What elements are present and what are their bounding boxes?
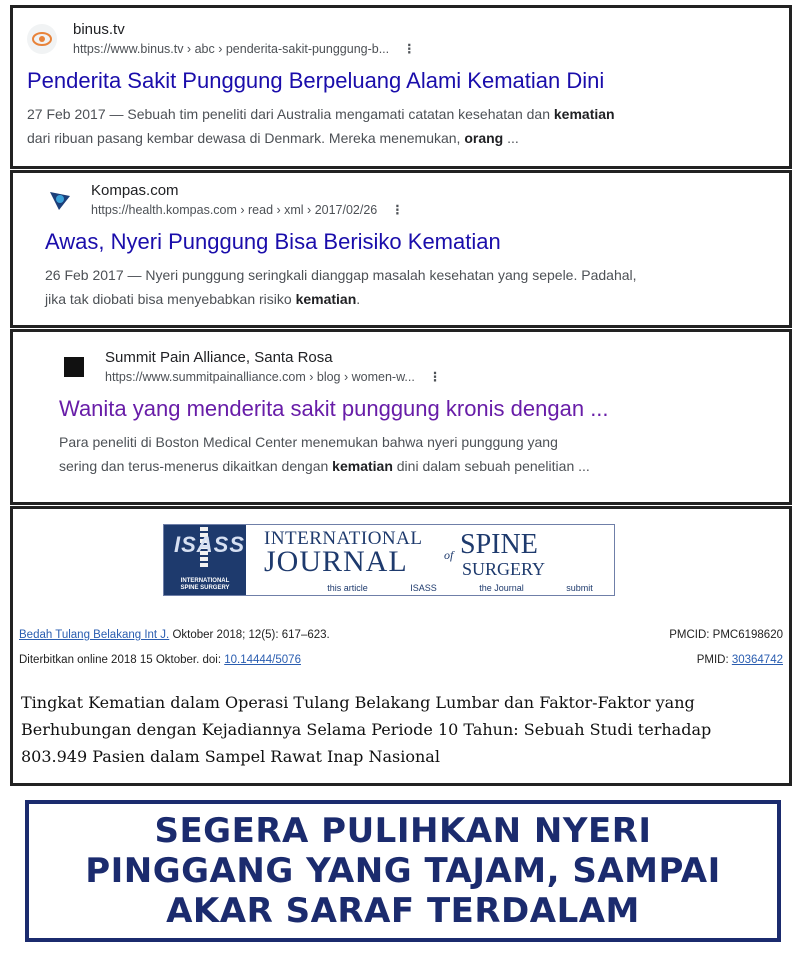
- headline-banner: [25, 800, 781, 942]
- site-url[interactable]: [91, 201, 403, 219]
- pmid-link[interactable]: 30364742: [731, 654, 783, 666]
- url-text: https://www.binus.tv › abc › penderita-sakit-punggung-b...: [73, 42, 390, 56]
- more-options-icon[interactable]: ⋮: [403, 42, 415, 56]
- result-title-link[interactable]: Wanita yang menderita sakit punggung kronis dengan ...: [59, 396, 609, 421]
- search-result-card-summit: [10, 329, 792, 505]
- site-url[interactable]: [73, 40, 415, 58]
- nav-isass[interactable]: ISASS: [410, 583, 437, 593]
- headline-line-2: PINGGANG YANG TAJAM, SAMPAI: [85, 851, 721, 891]
- journal-article-card: [10, 506, 792, 786]
- nav-submit[interactable]: submit: [566, 583, 593, 593]
- more-options-icon[interactable]: ⋮: [391, 203, 403, 217]
- url-text: https://health.kompas.com › read › xml › 2017/02/26: [91, 203, 378, 217]
- doi-link[interactable]: 10.14444/5076: [224, 654, 301, 666]
- journal-banner: [163, 524, 615, 596]
- site-url[interactable]: [105, 368, 440, 386]
- headline-line-1: SEGERA PULIHKAN NYERI: [154, 811, 652, 851]
- journal-link[interactable]: Bedah Tulang Belakang Int J.: [19, 629, 170, 641]
- paper-title: Tingkat Kematian dalam Operasi Tulang Belakang Lumbar dan Faktor-Faktor yang Berhubungan dengan Kejadiannya Selama Periode 10 Tahun: Sebuah Studi terhadap 803.949 Pasien dalam Sampel Rawat Inap Nasional: [21, 693, 712, 766]
- nav-this-article[interactable]: this article: [327, 583, 368, 593]
- published-text: Diterbitkan online 2018 15 Oktober. doi:: [19, 654, 225, 666]
- result-snippet: 26 Feb 2017 — Nyeri punggung seringkali dianggap masalah kesehatan yang sepele. Padahal, jika tak diobati bisa menyebabkan risiko kematian.: [45, 267, 637, 307]
- pmid-label: PMID:: [696, 654, 732, 666]
- citation-row: [19, 629, 783, 641]
- site-name: binus.tv: [73, 21, 125, 38]
- headline-line-3: AKAR SARAF TERDALAM: [166, 891, 640, 931]
- result-snippet: Para peneliti di Boston Medical Center menemukan bahwa nyeri punggung yang sering dan terus-menerus dikaitkan dengan kematian dini dalam sebuah penelitian ...: [59, 434, 590, 474]
- black-square-icon: [59, 352, 89, 382]
- kompas-logo-icon: [45, 185, 75, 215]
- site-name: Summit Pain Alliance, Santa Rosa: [105, 349, 333, 366]
- publication-row: [19, 654, 783, 666]
- eye-icon: [27, 24, 57, 54]
- result-title-link[interactable]: Penderita Sakit Punggung Berpeluang Alami Kematian Dini: [27, 68, 605, 93]
- search-result-card-kompas: [10, 170, 792, 328]
- isass-logo: ISASS INTERNATIONAL SPINE SURGERY: [164, 525, 246, 595]
- search-result-card-binus: [10, 5, 792, 169]
- pmcid: PMCID: PMC6198620: [669, 629, 783, 641]
- result-title-link[interactable]: Awas, Nyeri Punggung Bisa Berisiko Kematian: [45, 229, 501, 254]
- nav-the-journal[interactable]: the Journal: [479, 583, 524, 593]
- url-text: https://www.summitpainalliance.com › blog › women-w...: [105, 370, 415, 384]
- journal-nav: [246, 583, 614, 593]
- result-snippet: 27 Feb 2017 — Sebuah tim peneliti dari Australia mengamati catatan kesehatan dan kematian dari ribuan pasang kembar dewasa di Denmark. Mereka menemukan, orang ...: [27, 106, 615, 146]
- citation-text: Oktober 2018; 12(5): 617–623.: [169, 629, 330, 641]
- more-options-icon[interactable]: ⋮: [428, 370, 441, 384]
- journal-title: INTERNATIONAL JOURNAL of SPINE SURGERY this article ISASS the Journal submit: [246, 525, 614, 595]
- site-name: Kompas.com: [91, 182, 179, 199]
